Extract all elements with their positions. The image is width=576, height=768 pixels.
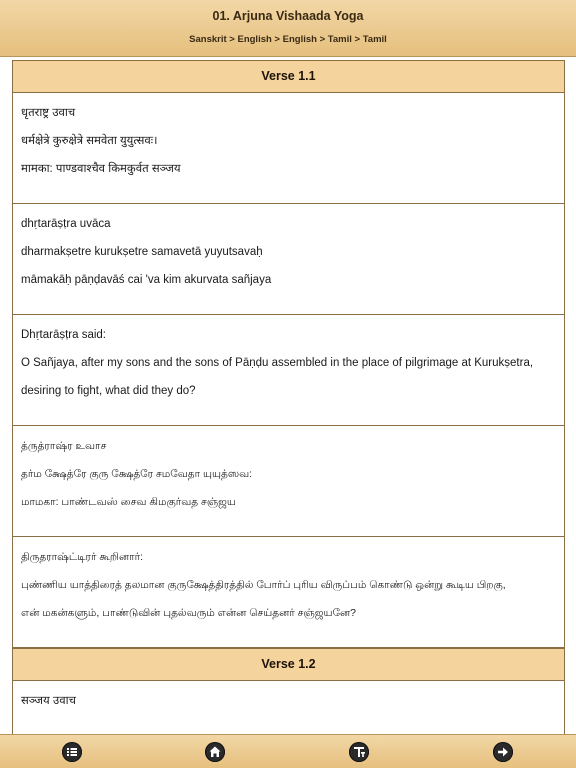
text-line: தர்ம க்ஷேத்ரே குரு க்ஷேத்ரே சமவேதா யுயுத்ஸவ: (21, 468, 253, 480)
text-line: dhṛtarāṣṭra uvāca (21, 218, 111, 230)
language-breadcrumb[interactable]: Sanskrit > English > English > Tamil > Tamil (189, 34, 387, 45)
page-title: 01. Arjuna Vishaada Yoga (212, 9, 364, 23)
verse-header: Verse 1.1 (13, 60, 564, 93)
text-line: धर्मक्षेत्रे कुरुक्षेत्रे समवेता युयुत्सवः। (21, 135, 158, 147)
text-line: த்ருத்ராஷ்ர உவாச (21, 440, 107, 452)
home-button[interactable] (205, 742, 225, 762)
text-line: மாமகா: பாண்டவஸ் சைவ கிமகுர்வத சஞ்ஜய (21, 496, 236, 508)
text-line: सञ्जय उवाच (21, 695, 76, 707)
header-bar (0, 0, 576, 57)
font-button[interactable] (349, 742, 369, 762)
sanskrit-text-block (13, 93, 564, 204)
list-icon (62, 742, 82, 762)
home-icon (205, 742, 225, 762)
text-size-icon (349, 742, 369, 762)
verse-header: Verse 1.2 (13, 648, 564, 681)
next-button[interactable] (493, 742, 513, 762)
text-line: māmakāḥ pāṇḍavāś cai 'va kim akurvata sañjaya (21, 274, 272, 286)
bottom-toolbar (0, 734, 576, 768)
transliteration-text-block (13, 204, 564, 315)
tamil-transliteration-text-block (13, 426, 564, 537)
text-line: desiring to fight, what did they do? (21, 385, 196, 397)
sanskrit-text-block (13, 681, 564, 734)
text-line: புண்ணிய யாத்திரைத் தலமான குருக்ஷேத்திரத்தில் போர்ப் புரிய விருப்பம் கொண்டு ஒன்று கூடிய பிறகு, (21, 579, 506, 591)
text-line: मामका: पाण्डवाश्चैव किमकुर्वत सञ्जय (21, 163, 181, 175)
english-text-block (13, 315, 564, 426)
text-line: धृतराष्ट्र उवाच (21, 107, 76, 119)
verse-scroll-area[interactable] (12, 60, 565, 734)
list-button[interactable] (62, 742, 82, 762)
text-line: Dhṛtarāṣṭra said: (21, 329, 107, 341)
text-line: O Sañjaya, after my sons and the sons of Pāṇḍu assembled in the place of pilgrimage at Kurukṣetra, (21, 357, 534, 369)
text-line: திருதராஷ்ட்டிரர் கூறினார்: (21, 551, 144, 563)
text-line: dharmakṣetre kurukṣetre samavetā yuyutsavaḥ (21, 246, 263, 258)
arrow-right-icon (493, 742, 513, 762)
tamil-text-block (13, 537, 564, 648)
text-line: என் மகன்களும், பாண்டுவின் புதல்வரும் என்ன செய்தனர் சஞ்ஜயனே? (21, 607, 356, 619)
